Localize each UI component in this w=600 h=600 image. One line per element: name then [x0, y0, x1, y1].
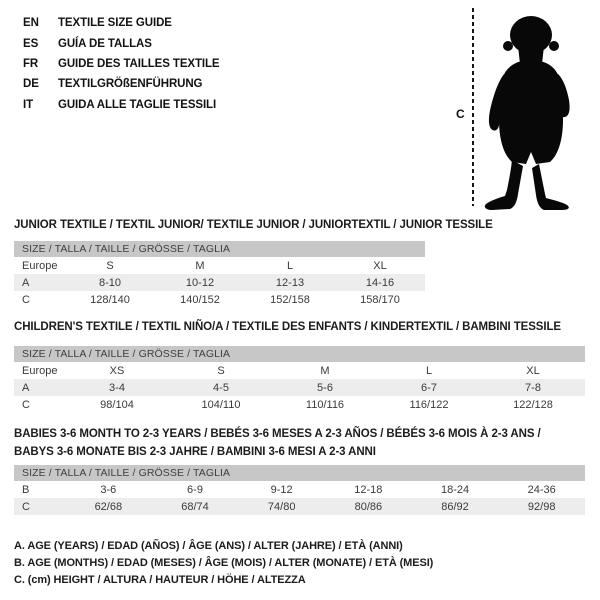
- language-label: TEXTILGRÖßENFÜHRUNG: [58, 78, 203, 91]
- size-cell: 140/152: [180, 293, 220, 306]
- baby-silhouette-icon: [482, 8, 582, 210]
- language-label: GUÍA DE TALLAS: [58, 37, 152, 50]
- size-cell: 152/158: [270, 293, 310, 306]
- size-cell: XL: [526, 364, 540, 377]
- language-list: [23, 13, 220, 115]
- size-cell: 3-4: [109, 381, 125, 394]
- size-cell: 8-10: [98, 276, 122, 289]
- size-cell: 10-12: [185, 276, 215, 289]
- size-cell: 98/104: [100, 398, 134, 411]
- language-item-es: [23, 33, 220, 53]
- table-row-c: [14, 291, 425, 308]
- height-dotted-line: [472, 8, 474, 206]
- size-cell: 68/74: [181, 500, 209, 513]
- size-cell: 5-6: [317, 381, 333, 394]
- size-cell: 6-9: [187, 483, 203, 496]
- table-row-a: [14, 379, 585, 396]
- legend-line-b: B. AGE (MONTHS) / EDAD (MESES) / ÂGE (MOIS) / ALTER (MONATE) / ETÀ (MESI): [14, 557, 434, 570]
- language-label: GUIDE DES TAILLES TEXTILE: [58, 57, 220, 70]
- babies-size-table: [14, 465, 585, 515]
- size-cell: 122/128: [513, 398, 553, 411]
- size-cell: 104/110: [201, 398, 241, 411]
- legend-line-c: C. (cm) HEIGHT / ALTURA / HAUTEUR / HÖHE / ALTEZZA: [14, 574, 306, 587]
- row-label: Europe: [22, 259, 58, 272]
- size-cell: 14-16: [365, 276, 395, 289]
- babies-table-title: [14, 426, 541, 461]
- row-label: C: [22, 500, 30, 513]
- language-label: GUIDA ALLE TAGLIE TESSILI: [58, 98, 217, 111]
- size-cell: M: [195, 259, 205, 272]
- size-cell: 12-18: [354, 483, 383, 496]
- language-label: TEXTILE SIZE GUIDE: [58, 17, 172, 30]
- children-size-table: [14, 346, 585, 413]
- language-item-it: [23, 95, 220, 115]
- legend: [14, 538, 433, 590]
- size-cell: 80/86: [354, 500, 383, 513]
- row-label: B: [22, 483, 30, 496]
- size-cell: S: [106, 259, 114, 272]
- row-label: Europe: [22, 364, 58, 377]
- size-cell: L: [425, 364, 433, 377]
- row-label: A: [22, 276, 30, 289]
- size-cell: 86/92: [441, 500, 469, 513]
- size-header-bar: SIZE / TALLA / TAILLE / GRÖSSE / TAGLIA: [14, 241, 425, 257]
- size-cell: 7-8: [525, 381, 541, 394]
- language-code: FR: [23, 57, 39, 70]
- size-cell: 74/80: [267, 500, 296, 513]
- row-label: C: [22, 293, 30, 306]
- babies-table-title-line-2: BABYS 3-6 MONATE BIS 2-3 JAHRE / BAMBINI 3-6 MESI A 2-3 ANNI: [14, 445, 376, 458]
- language-item-de: [23, 74, 220, 94]
- size-cell: 4-5: [213, 381, 229, 394]
- size-cell: 110/116: [305, 398, 345, 411]
- size-cell: 18-24: [440, 483, 470, 496]
- size-header-bar: SIZE / TALLA / TAILLE / GRÖSSE / TAGLIA: [14, 346, 585, 362]
- junior-table-title: JUNIOR TEXTILE / TEXTIL JUNIOR/ TEXTILE JUNIOR / JUNIORTEXTIL / JUNIOR TESSILE: [14, 219, 493, 231]
- size-cell: 24-36: [527, 483, 556, 496]
- size-cell: 116/122: [409, 398, 449, 411]
- language-item-fr: [23, 54, 220, 74]
- table-row-b: [14, 481, 585, 498]
- language-item-en: [23, 13, 220, 33]
- table-row-c: [14, 396, 585, 413]
- language-code: DE: [23, 78, 39, 91]
- table-row-a: [14, 274, 425, 291]
- size-cell: 9-12: [270, 483, 293, 496]
- row-label: A: [22, 381, 30, 394]
- size-cell: 92/98: [527, 500, 556, 513]
- size-cell: S: [217, 364, 225, 377]
- children-table-title: CHILDREN'S TEXTILE / TEXTIL NIÑO/A / TEXTILE DES ENFANTS / KINDERTEXTIL / BAMBINI TESSILE: [14, 321, 561, 333]
- row-label: C: [22, 398, 30, 411]
- table-row-c: [14, 498, 585, 515]
- size-cell: XS: [109, 364, 125, 377]
- language-code: ES: [23, 37, 39, 50]
- table-row-europe: [14, 257, 425, 274]
- size-cell: 128/140: [90, 293, 130, 306]
- size-cell: 6-7: [421, 381, 437, 394]
- babies-table-title-line-1: BABIES 3-6 MONTH TO 2-3 YEARS / BEBÉS 3-6 MESES A 2-3 AÑOS / BÉBÉS 3-6 MOIS À 2-3 ANS /: [14, 428, 541, 440]
- size-cell: XL: [373, 259, 387, 272]
- legend-line-a: A. AGE (YEARS) / EDAD (AÑOS) / ÂGE (ANS) / ALTER (JAHRE) / ETÀ (ANNI): [14, 540, 403, 552]
- size-cell: 12-13: [275, 276, 305, 289]
- language-code: EN: [23, 17, 39, 30]
- language-code: IT: [23, 98, 34, 111]
- table-row-europe: [14, 362, 585, 379]
- junior-size-table: [14, 241, 425, 308]
- size-cell: L: [286, 259, 294, 272]
- size-header-bar: SIZE / TALLA / TAILLE / GRÖSSE / TAGLIA: [14, 465, 585, 481]
- size-cell: 62/68: [94, 500, 123, 513]
- height-marker-label: C: [456, 107, 465, 121]
- size-cell: 3-6: [100, 483, 117, 496]
- size-cell: M: [320, 364, 330, 377]
- size-cell: 158/170: [360, 293, 400, 306]
